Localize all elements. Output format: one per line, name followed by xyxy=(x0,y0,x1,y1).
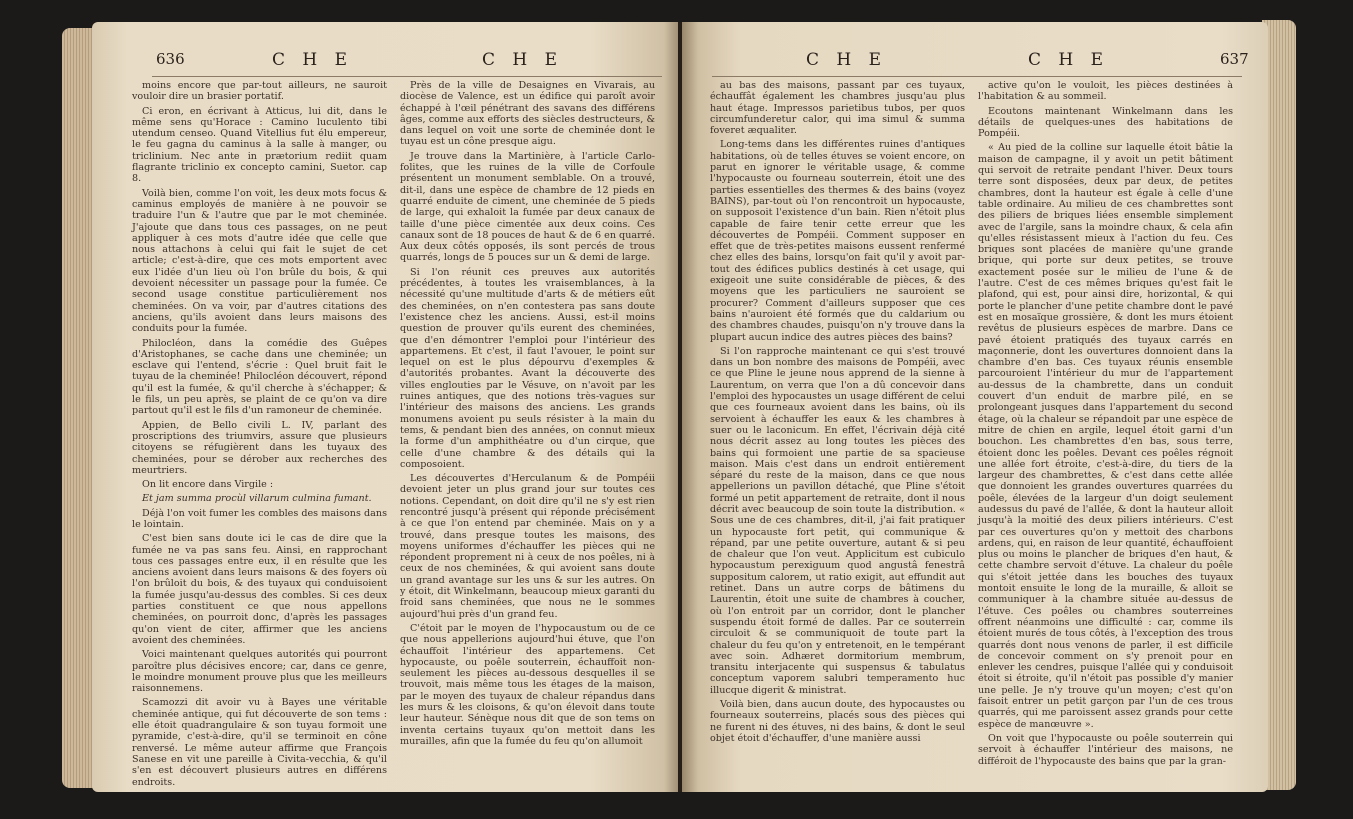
paragraph: On lit encore dans Virgile : xyxy=(142,479,274,491)
paragraph: Les découvertes d'Herculanum & de Pompéii devoient jeter un plus grand jour sur toutes ces notions. Cependant, on doit dire qu'il ne s'y est rien rencontré jusqu'à présent qui réponde précisément à ce que l'on entend par cheminée. Mais on y a trouvé, dans presque toutes les maisons, des moyens uniformes d'échauffer les pièces qui ne répondent proprement ni à ceux de nos poêles, ni à ceux de nos cheminées, & qui avoient sans doute un grand avantage sur les uns & sur les autres. On y étoit, dit Winkelmann, beaucoup mieux garanti du froid sans cheminées, que nous ne le sommes aujourd'hui près d'un grand feu. xyxy=(400,473,655,620)
right-running-head-2: C H E xyxy=(1028,50,1110,70)
right-header-rule xyxy=(712,76,1242,77)
paragraph: Voilà bien, comme l'on voit, les deux mots focus & caminus employés de manière à ne pouvoir se traduire l'un & l'autre que par le mot cheminée. J'ajoute que dans tous ces passages, on ne peut appliquer à ces mots d'autre idée que celle que nous attachons à celui qui fait le sujet de cet article; c'est-à-dire, que ces mots emportent avec eux l'idée d'un lieu où l'on brûle du bois, & qui devoient nécessiter un passage pour la fumée. Ce second usage constitue particulièrement nos cheminées. On va voir, par d'autres citations des anciens, qu'ils avoient dans leurs maisons des conduits pour la fumée. xyxy=(132,187,387,335)
paragraph: Appien, de Bello civili L. IV, parlant des proscriptions des triumvirs, assure que plusieurs citoyens se réfugièrent dans les tuyaux des cheminées, pour se dérober aux recherches des meurtriers. xyxy=(132,419,387,476)
paragraph: Voici maintenant quelques autorités qui pourront paroître plus décisives encore; car, dans ce genre, le moindre monument prouve plus que les meilleurs raisonnemens. xyxy=(132,649,387,695)
right-running-head-1: C H E xyxy=(806,50,888,70)
paragraph: Près de la ville de Desaignes en Vivarais, au diocèse de Valence, est un édifice qui paroît avoir échappé à l'œil pénétrant des savans des différens âges, comme aux efforts des siècles destructeurs, & dans lequel on voit une sorte de cheminée dont le tuyau est un cône presque aigu. xyxy=(400,80,655,148)
paragraph: Déjà l'on voit fumer les combles des maisons dans le lointain. xyxy=(132,507,387,530)
left-page xyxy=(92,22,678,792)
paragraph: Si l'on rapproche maintenant ce qui s'est trouvé dans un bon nombre des maisons de Pompéii, avec ce que Pline le jeune nous apprend de la sienne à Laurentum, on verra que l'on a dû concevoir dans l'emploi des hypocaustes un usage différent de celui que ces fourneaux avoient dans les bains, où ils servoient à échauffer les eaux & les chambres à suer ou le laconicum. En effet, l'écrivain déjà cité nous décrit assez au long toutes les pièces des bains qui formoient une partie de sa spacieuse maison. Mais c'est dans un endroit entièrement séparé du reste de la maison, dans ce que nous appellerions un pavillon détaché, que Pline s'étoit formé un petit appartement de retraite, dont il nous décrit avec beaucoup de soin toute la distribution. « Sous une de ces chambres, dit-il, j'ai fait pratiquer un hypocauste fort petit, qui communique & répand, par une petite ouverture, autant & si peu de chaleur que l'on veut. Applicitum est cubiculo hypocaustum perexiguum quod angustâ fenestrâ suppositum calorem, ut ratio exigit, aut effundit aut retinet. Dans un autre corps de bâtimens du Laurentin, étoit une suite de chambres à coucher, où l'on entroit par un corridor, dont le plancher suspendu étoit formé de dalles. Par ce souterrein circuloit & se communiquoit de toute part la chaleur du feu qu'on y entretenoit, en le tempérant avec soin. Adhæret dormitorium membrum, transitu interjacente qui suspensus & tabulatus conceptum vaporem salubri temperamento huc illucque digerit & ministrat. xyxy=(710,345,965,696)
paragraph: active qu'on le vouloit, les pièces destinées à l'habitation & au sommeil. xyxy=(978,80,1233,103)
paragraph: C'étoit par le moyen de l'hypocaustum ou de ce que nous appellerions aujourd'hui étuve, que l'on échauffoit l'intérieur des appartemens. Cet hypocauste, ou poêle souterrein, échauffoit non-seulement les pièces au-dessous desquelles il se trouvoit, mais même tous les étages de la maison, par le moyen des tuyaux de chaleur répandus dans les murs & les cloisons, & qu'on élevoit dans toute leur hauteur. Sénèque nous dit que de son tems on inventa certains tuyaux qu'on mettoit dans les murailles, afin que la fumée du feu qu'on allumoit xyxy=(400,622,655,747)
left-page-number: 636 xyxy=(156,50,185,68)
paragraph: Je trouve dans la Martinière, à l'article Carlo-folites, que les ruines de la ville de Corfoule présentent un monument semblable. On a trouvé, dit-il, dans une espèce de chambre de 12 pieds en quarré enduite de ciment, une cheminée de 5 pieds de large, qui exhaloit la fumée par deux canaux de taille d'une pièce cimentée aux deux coins. Ces canaux sont de 18 pouces de haut & de 6 en quarré. Aux deux côtés opposés, ils sont percés de trous quarrés, longs de 5 pouces sur un & demi de large. xyxy=(400,150,655,264)
paragraph: Scamozzi dit avoir vu à Bayes une véritable cheminée antique, qui fut découverte de son tems : elle étoit quadrangulaire & son tuyau formoit une pyramide, c'est-à-dire, qu'il se terminoit en cône renversé. Le même auteur affirme que François Sanese en vit une pareille à Civita-vecchia, & qu'il s'en est découvert plusieurs autres en différens endroits. xyxy=(132,697,387,788)
paragraph: moins encore que par-tout ailleurs, ne sauroit vouloir dire un brasier portatif. xyxy=(132,80,387,103)
left-header-rule xyxy=(152,76,662,77)
paragraph: Long-tems dans les différentes ruines d'antiques habitations, où de telles étuves se voient encore, on parut en ignorer le véritable usage, & comme l'hypocauste ou fourneau souterrein, étoit une des parties essentielles des thermes & des bains (voyez BAINS), par-tout où l'on rencontroit un hypocauste, on supposoit l'existence d'un bain. Rien n'étoit plus capable de faire tenir cette erreur que les découvertes de Pompéii. Comment supposer en effet que de très-petites maisons eussent renfermé chez elles des bains, lorsqu'on fait qu'il y avoit par-tout des édifices publics destinés à cet usage, qui exigeoit une suite considérable de pièces, & des moyens que les particuliers ne sauroient se procurer? Comment d'ailleurs supposer que ces bains n'auroient été formés que du caldarium ou des chambres chaudes, puisqu'on n'y trouve dans la plupart aucun indice des autres pièces des bains? xyxy=(710,139,965,343)
paragraph: au bas des maisons, passant par ces tuyaux, échauffât également les chambres jusqu'au plus haut étage. Impressos parietibus tubos, per quos circumfunderetur calor, qui ima simul & summa foveret æqualiter. xyxy=(710,80,965,137)
paragraph: Voilà bien, dans aucun doute, des hypocaustes ou fourneaux souterreins, placés sous des pièces qui ne furent ni des étuves, ni des bains, & dont le seul objet étoit d'échauffer, d'une manière aussi xyxy=(710,699,965,744)
paragraph: Ecoutons maintenant Winkelmann dans les détails de quelques-unes des habitations de Pompéii. xyxy=(978,105,1233,140)
paragraph: On voit que l'hypocauste ou poêle souterrein qui servoit à échauffer l'intérieur des maisons, ne différoit de l'hypocauste des bains que par la gran- xyxy=(978,732,1233,767)
paragraph: C'est bien sans doute ici le cas de dire que la fumée ne va pas sans feu. Ainsi, en rapprochant tous ces passages entre eux, il en résulte que les anciens avoient dans leurs maisons & des foyers où l'on brûloit du bois, & des tuyaux qui conduisoient la fumée jusqu'au-dessus des combles. Si ces deux parties constituent ce que nous appellons cheminées, on pourroit donc, d'après les passages qu'on vient de citer, affirmer que les anciens avoient des cheminées. xyxy=(132,533,387,646)
left-running-head-1: C H E xyxy=(272,50,354,70)
verse-quote: Et jam summa procùl villarum culmina fumant. xyxy=(142,493,372,505)
left-running-head-2: C H E xyxy=(482,50,564,70)
left-page-column-1 xyxy=(132,80,387,788)
paragraph: Ci eron, en écrivant à Atticus, lui dit, dans le même sens qu'Horace : Camino luculento tibi utendum censeo. Quand Vitellius fut élu empereur, le feu gagna du caminus à la salle à manger, ou triclinium. Nec ante in prætorium rediit quam flagrante triclinio ex concepto camini, Suetor. cap 8. xyxy=(132,105,387,185)
right-page xyxy=(682,22,1268,792)
paragraph: Si l'on réunit ces preuves aux autorités précédentes, à toutes les vraisemblances, à la nécessité qu'une multitude d'arts & de métiers eût des cheminées, on n'en contestera pas sans doute l'existence chez les anciens. Aussi, est-il moins question de prouver qu'ils eurent des cheminées, que d'en démontrer l'emploi pour l'intérieur des appartemens. Et c'est, il faut l'avouer, le point sur lequel on est le plus dépourvu d'exemples & d'autorités probantes. Avant la découverte des villes englouties par le Vésuve, on n'avoit par les ruines antiques, que des notions très-vagues sur l'intérieur des maisons des anciens. Les grands monumens avoient pu seuls résister à la main du tems, & pendant bien des années, on connut mieux la forme d'un amphithéatre ou d'un cirque, que celle d'une chambre & des détails qui la composoient. xyxy=(400,266,655,470)
left-page-column-2 xyxy=(400,80,655,780)
paragraph: Philocléon, dans la comédie des Guêpes d'Aristophanes, se cache dans une cheminée; un esclave qui l'entend, s'écrie : Quel bruit fait le tuyau de la cheminée! Philocléon découvert, répond qu'il est la fumée, & qu'il cherche à s'échapper; & le fils, un peu après, se plaint de ce qu'on va dire partout qu'il est le fils d'un ramoneur de cheminée. xyxy=(132,337,387,417)
paragraph: « Au pied de la colline sur laquelle étoit bâtie la maison de campagne, il y avoit un petit bâtiment qui servoit de retraite pendant l'hiver. Deux tours terre sont disposées, deux par deux, de petites chambres, dont la hauteur est égale à celle d'une table ordinaire. Au milieu de ces chambrettes sont des piliers de briques liées ensemble simplement avec de l'argile, sans la moindre chaux, & cela afin qu'elles résistassent mieux à l'action du feu. Ces briques sont placées de manière qu'une grande brique, qui porte sur deux petites, se trouve exactement posée sur le milieu de l'une & de l'autre. C'est de ces mêmes briques qu'est fait le plafond, qui est, pour ainsi dire, horizontal, & qui porte le plancher d'une petite chambre dont le pavé est en mosaïque grossière, & dont les murs étoient revêtus de plusieurs espèces de marbre. Dans ce pavé étoient pratiqués des tuyaux carrés en maçonnerie, dont les ouvertures donnoient dans la chambre d'en bas. Ces tuyaux réunis ensemble parcouroient l'intérieur du mur de l'appartement au-dessus de la chambrette, dans un conduit couvert d'un enduit de marbre pilé, en se prolongeant jusques dans l'appartement du second étage, où la chaleur se répandoit par une espèce de mitre de chien en argile, lequel étoit garni d'un bouchon. Les chambrettes d'en bas, sous terre, étoient donc les poêles. Devant ces poêles régnoit une allée fort étroite, c'est-à-dire, du tiers de la largeur des chambrettes, & c'est dans cette allée que donnoient les grandes ouvertures quarrées du poêle, élevées de la largeur d'un doigt seulement audessus du pavé de l'allée, & dont la hauteur alloit jusqu'à la moitié des deux piliers intérieurs. C'est par ces ouvertures qu'on y mettoit des charbons ardens, qui, en raison de leur quantité, échauffoient plus ou moins le plancher de briques d'en haut, & cette chambre servoit d'étuve. La chaleur du poêle qui s'étoit jettée dans les bouches des tuyaux montoit ensuite le long de la muraille, & alloit se communiquer à la chambre située au-dessus de l'étuve. Ces poêles ou chambres souterreines offrent néanmoins une difficulté : car, comme ils étoient murés de tous côtés, à l'exception des trous quarrés dont nous venons de parler, il est difficile de concevoir comment on s'y prenoit pour en enlever les cendres, puisque l'allée qui y conduisoit étoit si étroite, qu'il n'étoit pas possible d'y manier une pelle. Je n'y trouve qu'un moyen; c'est qu'on faisoit entrer un petit garçon par l'un de ces trous quarrés, qui me paroissent assez grands pour cette espèce de manœuvre ». xyxy=(978,142,1233,730)
right-page-number: 637 xyxy=(1220,50,1249,68)
book-gutter xyxy=(664,22,698,792)
right-page-column-2 xyxy=(978,80,1233,780)
right-page-column-1 xyxy=(710,80,965,780)
